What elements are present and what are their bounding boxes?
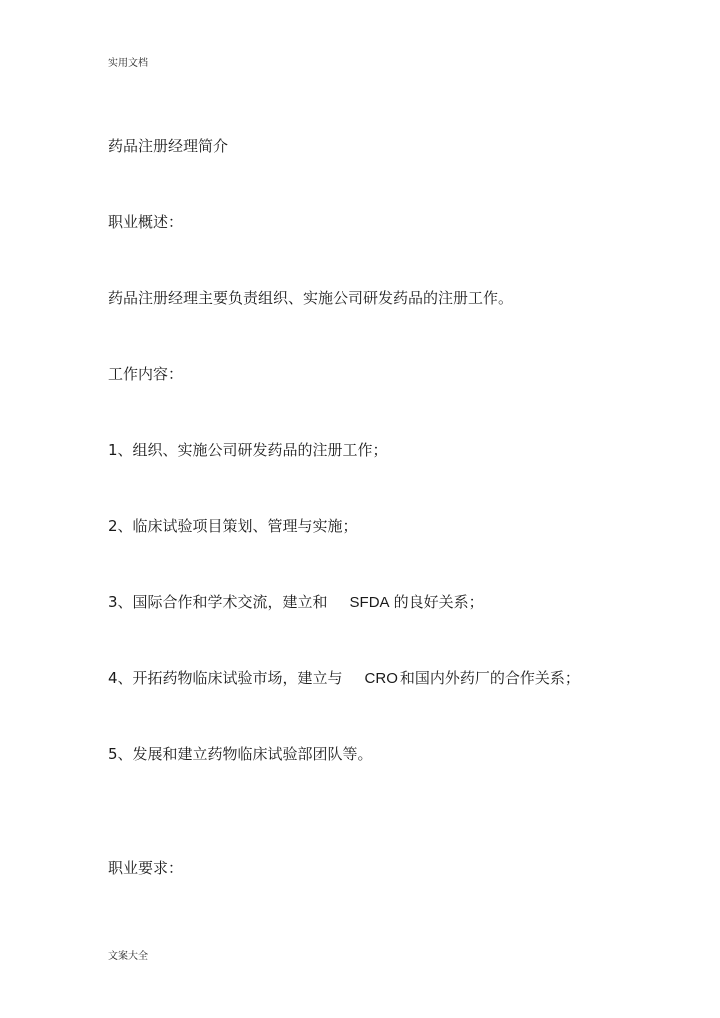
overview-heading: 职业概述： — [108, 213, 184, 231]
duty-item-3-after: 的良好关系； — [393, 593, 484, 611]
duty-item-3 — [108, 592, 484, 613]
duty-item-3-before: 3、国际合作和学术交流，建立和 — [108, 593, 328, 611]
duty-item-5: 5、发展和建立药物临床试验部团队等。 — [108, 745, 373, 763]
duty-item-2: 2、临床试验项目策划、管理与实施； — [108, 517, 358, 535]
document-title: 药品注册经理简介 — [108, 137, 229, 155]
duty-item-4-code: CRO — [364, 670, 398, 687]
duty-item-4 — [108, 668, 580, 689]
page-header: 实用文档 — [108, 58, 148, 69]
duty-item-4-after: 和国内外药厂的合作关系； — [399, 669, 580, 687]
page-footer: 文案大全 — [108, 951, 148, 962]
duties-heading: 工作内容： — [108, 365, 184, 383]
requirements-heading: 职业要求： — [108, 859, 184, 877]
duty-item-4-before: 4、开拓药物临床试验市场，建立与 — [108, 669, 343, 687]
duty-item-1: 1、组织、实施公司研发药品的注册工作； — [108, 441, 388, 459]
overview-text: 药品注册经理主要负责组织、实施公司研发药品的注册工作。 — [108, 289, 514, 307]
duty-item-3-code: SFDA — [349, 594, 390, 611]
